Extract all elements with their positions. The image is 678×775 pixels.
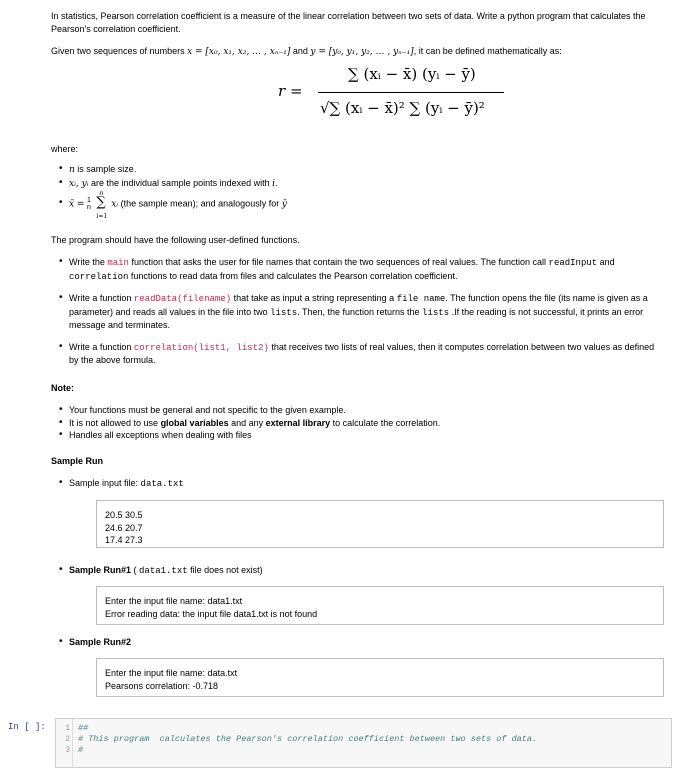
output-line: Error reading data: the input file data1.txt is not found [105,608,318,619]
functions-list [51,256,663,376]
list-item: • Write a function readData(filename) that take as input a string representing a file name. The function opens the file (its name is given as a parameter) and reads all values in the file into two lists. Then, the function returns the lists .If the reading is not successful, it prints an error message and terminates. [51,292,663,332]
run1-list [51,564,263,578]
cell-prompt: In [ ]: [8,722,46,732]
list-item: • It is not allowed to use global variables and any external library to calculate the correlation. [51,417,651,430]
output-line: Enter the input file name: data.txt [105,668,238,678]
x-sequence: x = [x₀, x₁, x₂, … , xₙ₋₁] [187,47,291,57]
list-item: • Your functions must be general and not specific to the given example. [51,404,651,417]
formula-equals: = [290,82,303,100]
given-and: and [292,46,308,56]
code-lines[interactable]: ## # This program calculates the Pearson's correlation coefficient between two sets of data. # [78,723,538,755]
given-lead: Given two sequences of numbers [51,46,185,56]
run2-output-box [96,658,664,697]
pearson-formula [226,63,506,133]
output-line: Enter the input file name: data1.txt [105,596,243,606]
sample-input-list [51,477,651,491]
output-line: Pearsons correlation: -0.718 [105,680,219,691]
formula-denominator: √∑ (xᵢ − x̄)² ∑ (yᵢ − ȳ)² [320,99,485,117]
sum-symbol: ∑ n i=1 [96,189,108,220]
code-cell [0,718,678,775]
formula-lhs: r [278,82,286,100]
y-sequence: y = [y₀, y₁, y₂, … , yₙ₋₁] [310,47,414,57]
fraction: 1 n [87,196,91,211]
code-editor[interactable] [55,718,672,768]
formula-numerator: ∑ (xᵢ − x̄) (yᵢ − ȳ) [348,65,476,83]
line-number-gutter: 1 2 3 [65,724,70,755]
data-line: 20.5 30.5 [105,510,143,520]
list-item: • Write the main function that asks the user for file names that contain the two sequences of real values. The function call readInput and correlation functions to read data from files and calculates the Pearson correlation coefficient. [51,256,663,283]
list-item: • Sample input file: data.txt [51,477,651,491]
fraction-bar [318,92,504,93]
sample-run-heading: Sample Run [51,456,104,466]
list-item: • Handles all exceptions when dealing with files [51,429,651,442]
list-item: • xᵢ, yᵢ are the individual sample points indexed with i. [51,177,651,191]
note-heading: Note: [51,383,74,393]
list-item: • Write a function correlation(list1, list2) that receives two lists of real values, then it computes correlation between two values as defined by the above formula. [51,341,663,367]
given-paragraph [51,45,663,59]
program-intro: The program should have the following user-defined functions. [51,235,300,245]
gutter-divider [72,719,73,767]
run2-list [51,636,131,649]
where-label: where: [51,144,79,154]
run1-output-box [96,586,664,625]
given-tail: , it can be defined mathematically as: [413,46,562,56]
list-item: • n is sample size. [51,163,651,177]
intro-paragraph: In statistics, Pearson correlation coefficient is a measure of the linear correlation between two sets of data. Write a python program that calculates the Pearson's correlation coefficient. [51,11,646,34]
list-item: • Sample Run#2 [51,636,131,649]
notes-list [51,404,651,442]
data-file-box [96,500,664,548]
data-line: 17.4 27.3 [105,535,143,545]
definitions-list [51,163,651,220]
list-item: • x̄ = 1 n ∑ n i=1 xᵢ (the sample mean); and analogously for ȳ [51,197,651,211]
markdown-cell [44,0,672,712]
list-item: • Sample Run#1 ( data1.txt file does not exist) [51,564,263,578]
data-line: 24.6 20.7 [105,522,143,533]
